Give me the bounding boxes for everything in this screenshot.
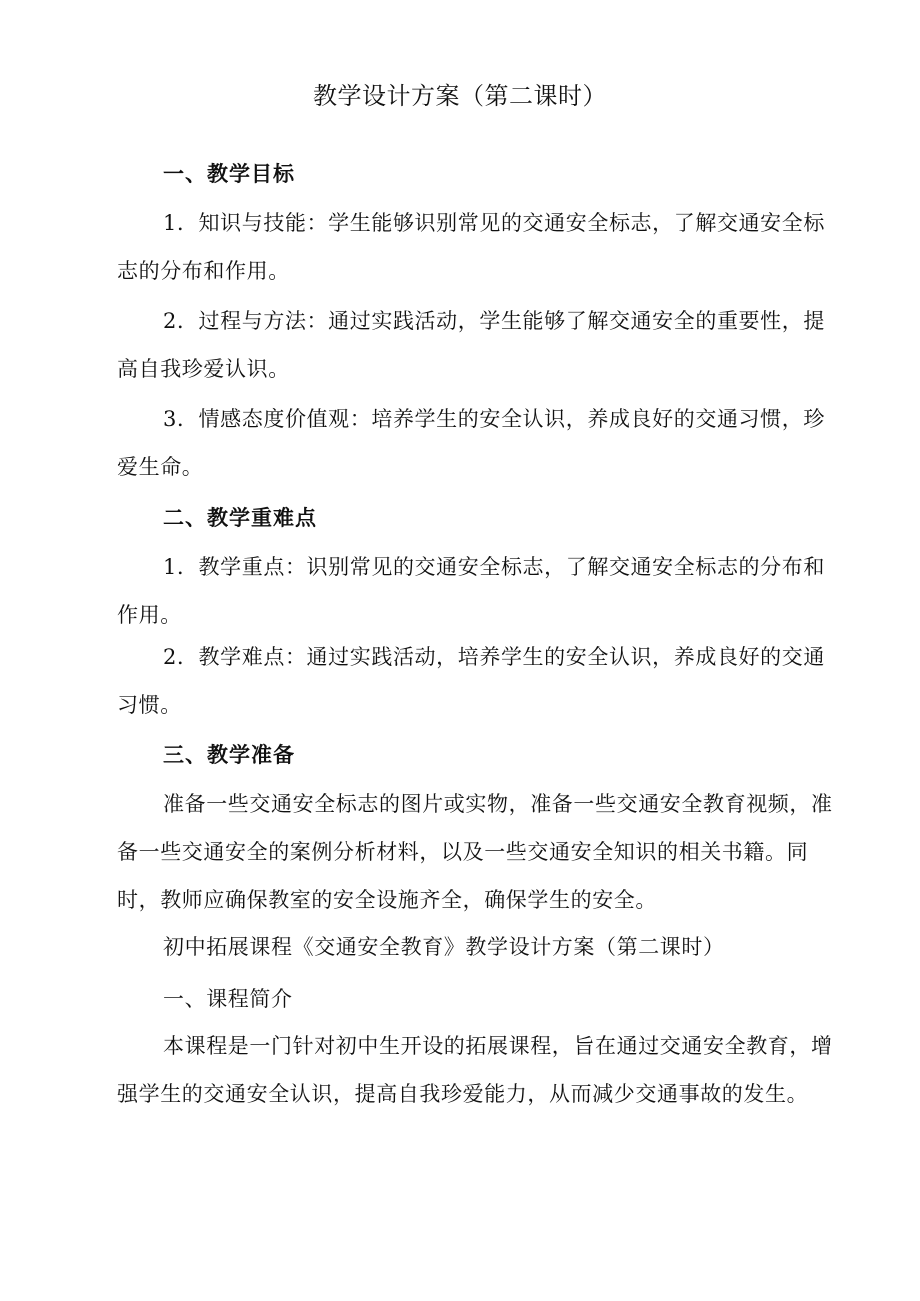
goal-item-process-method: 2．过程与方法：通过实践活动，学生能够了解交通安全的重要性，提高自我珍爱认识。 (117, 309, 825, 381)
section-heading-teaching-goals: 一、教学目标 (163, 161, 295, 186)
difficult-point-item: 2．教学难点：通过实践活动，培养学生的安全认识，养成良好的交通习惯。 (117, 645, 825, 717)
key-point-item: 1．教学重点：识别常见的交通安全标志，了解交通安全标志的分布和作用。 (117, 555, 825, 627)
document-title: 教学设计方案（第二课时） (313, 82, 607, 110)
section-heading-preparation: 三、教学准备 (163, 742, 295, 767)
section-heading-key-points: 二、教学重难点 (163, 505, 317, 530)
goal-item-emotion-values: 3．情感态度价值观：培养学生的安全认识，养成良好的交通习惯，珍爱生命。 (117, 407, 825, 479)
preparation-paragraph: 准备一些交通安全标志的图片或实物，准备一些交通安全教育视频，准备一些交通安全的案例分析材料，以及一些交通安全知识的相关书籍。同时，教师应确保教室的安全设施齐全，确保学生的安全。 (117, 792, 833, 912)
course-title: 初中拓展课程《交通安全教育》教学设计方案（第二课时） (163, 935, 725, 959)
goal-item-knowledge-skills: 1．知识与技能：学生能够识别常见的交通安全标志，了解交通安全标志的分布和作用。 (117, 211, 825, 283)
course-intro-paragraph: 本课程是一门针对初中生开设的拓展课程，旨在通过交通安全教育，增强学生的交通安全认识，提高自我珍爱能力，从而减少交通事故的发生。 (117, 1034, 833, 1106)
section-heading-course-intro: 一、课程简介 (163, 987, 293, 1011)
